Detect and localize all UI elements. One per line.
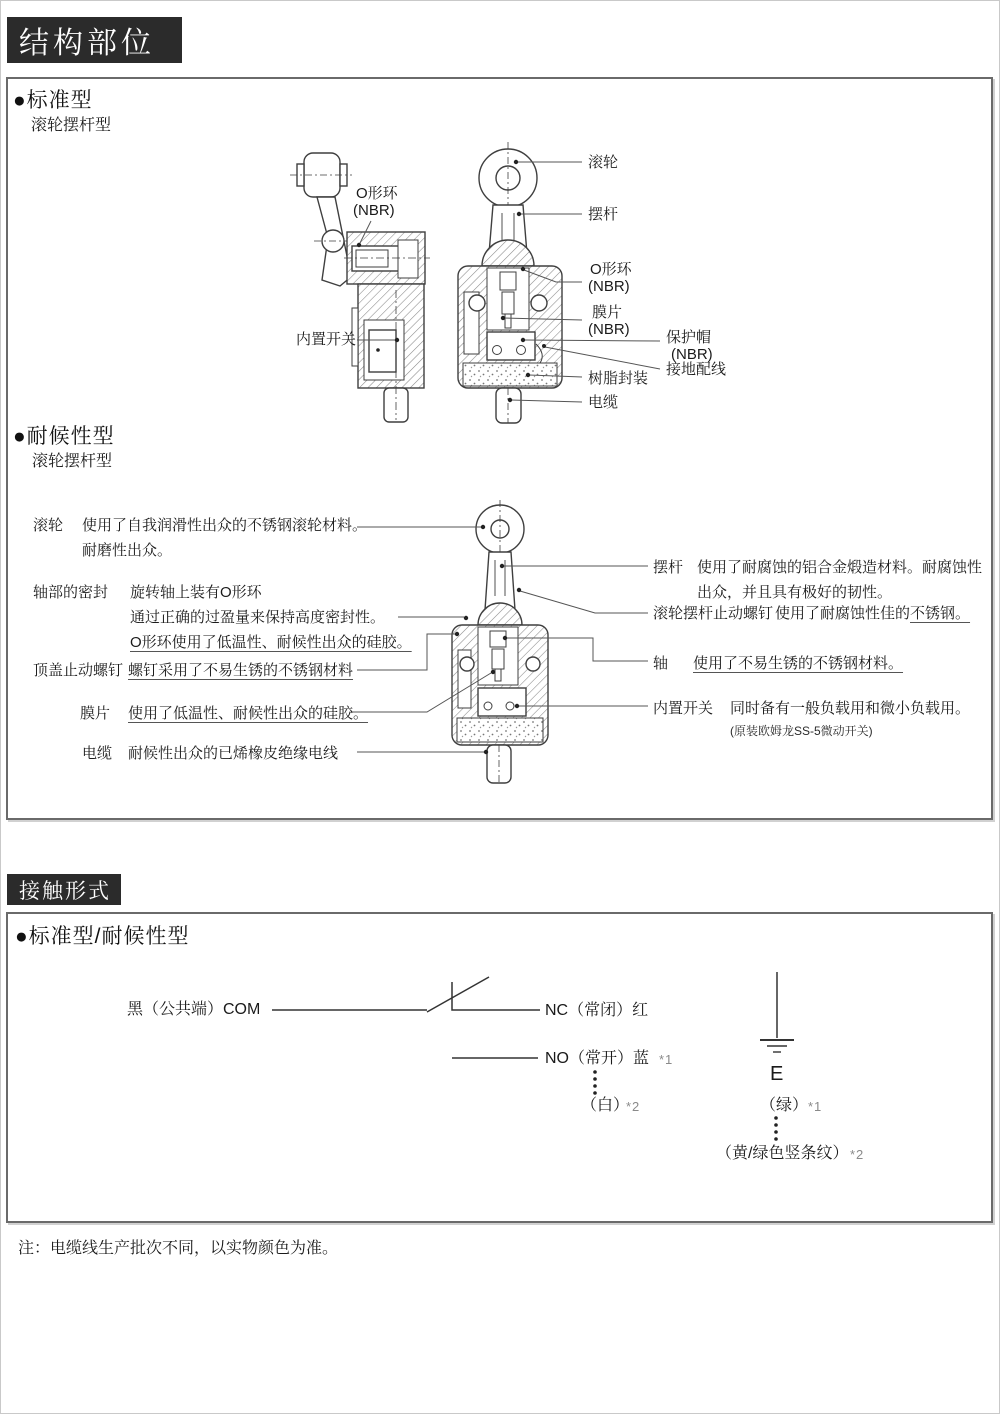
weather-desc-lever-1: 使用了耐腐蚀的铝合金煅造材料。耐腐蚀性 (697, 559, 983, 576)
circuit-label-green: （绿） (760, 1097, 809, 1114)
circuit-mark-white: *2 (626, 1099, 641, 1114)
weather-term-lever: 摆杆 (653, 559, 684, 576)
weather-term-lever-screw: 滚轮摆杆止动螺钉 (653, 605, 774, 622)
weather-desc-lever-screw-b: 不锈钢。 (910, 605, 971, 622)
label-lever: 摆杆 (588, 206, 619, 223)
weather-desc-lever-screw (775, 605, 970, 624)
weather-desc-cable: 耐候性出众的已烯橡皮绝缘电线 (128, 745, 339, 762)
weather-desc-roller-2: 耐磨性出众。 (82, 542, 173, 559)
footnote: 注：电缆线生产批次不同，以实物颜色为准。 (18, 1240, 339, 1257)
weather-term-roller: 滚轮 (33, 517, 64, 534)
weather-desc-shaft-seal-2: 通过正确的过盈量来保持高度密封性。 (130, 609, 386, 626)
label-cable: 电缆 (588, 394, 619, 411)
weather-type-title: ●耐候性型 (13, 425, 115, 448)
section1-header-label: 结构部位 (19, 27, 155, 60)
weather-term-diaphragm: 膜片 (80, 705, 111, 722)
label-cap-nbr: (NBR) (671, 346, 713, 363)
weather-desc-switch-2: (原装欧姆龙SS-5微动开关) (730, 724, 873, 738)
weather-term-shaft-seal: 轴部的密封 (33, 584, 109, 601)
label-cap: 保护帽 (666, 329, 712, 346)
label-oring-left-nbr: (NBR) (353, 202, 395, 219)
label-oring: O形环 (590, 261, 632, 278)
weather-term-cover-screw: 顶盖止动螺钉 (33, 662, 124, 679)
label-resin: 树脂封装 (588, 370, 649, 387)
circuit-label-nc: NC（常闭）红 (545, 1002, 649, 1019)
section1-header (7, 17, 182, 63)
contact-circuit-diagram (272, 972, 794, 1141)
weather-desc-shaft-seal-1: 旋转轴上装有O形环 (130, 584, 262, 601)
standard-type-title: ●标准型 (13, 89, 93, 112)
circuit-label-earth: E (770, 1063, 784, 1085)
label-oring-nbr: (NBR) (588, 278, 630, 295)
section2-header-label: 接触形式 (19, 879, 111, 903)
label-builtin-switch: 内置开关 (296, 331, 357, 348)
weather-desc-diaphragm: 使用了低温性、耐候性出众的硅胶。 (128, 705, 369, 722)
weather-desc-switch-1: 同时备有一般负载用和微小负载用。 (730, 700, 971, 717)
contact-form-title: ●标准型/耐候性型 (15, 925, 190, 948)
standard-front-view-drawing (458, 142, 562, 423)
circuit-mark-green: *1 (808, 1099, 823, 1114)
weather-type-subtitle: 滚轮摆杆型 (32, 453, 113, 470)
weather-desc-lever-screw-a: 使用了耐腐蚀性佳的 (775, 605, 911, 622)
weather-desc-roller-1: 使用了自我润滑性出众的不锈钢滚轮材料。 (82, 517, 368, 534)
label-roller: 滚轮 (588, 154, 619, 171)
weather-desc-shaft: 使用了不易生锈的不锈钢材料。 (693, 655, 904, 672)
label-ground-wire: 接地配线 (666, 361, 727, 378)
weather-desc-shaft-seal-3: O形环使用了低温性、耐候性出众的硅胶。 (130, 634, 412, 651)
circuit-label-white: （白） (581, 1097, 630, 1114)
weather-front-view-drawing (452, 500, 548, 783)
weather-term-cable: 电缆 (82, 745, 113, 762)
circuit-mark-stripe: *2 (850, 1147, 865, 1162)
section2-header (7, 874, 121, 905)
weather-term-shaft: 轴 (653, 655, 669, 672)
weather-desc-cover-screw: 螺钉采用了不易生锈的不锈钢材料 (128, 662, 354, 679)
circuit-label-stripe: （黄/绿色竖条纹） (716, 1145, 849, 1162)
weather-term-switch: 内置开关 (653, 700, 714, 717)
label-diaphragm-nbr: (NBR) (588, 321, 630, 338)
label-diaphragm: 膜片 (592, 304, 623, 321)
label-oring-left: O形环 (356, 185, 398, 202)
circuit-label-no: NO（常开）蓝 (545, 1050, 650, 1067)
circuit-mark-no: *1 (659, 1052, 674, 1067)
circuit-label-com: 黑（公共端）COM (127, 1001, 261, 1018)
weather-desc-lever-2: 出众，并且具有极好的韧性。 (697, 584, 893, 601)
standard-type-subtitle: 滚轮摆杆型 (31, 117, 112, 134)
